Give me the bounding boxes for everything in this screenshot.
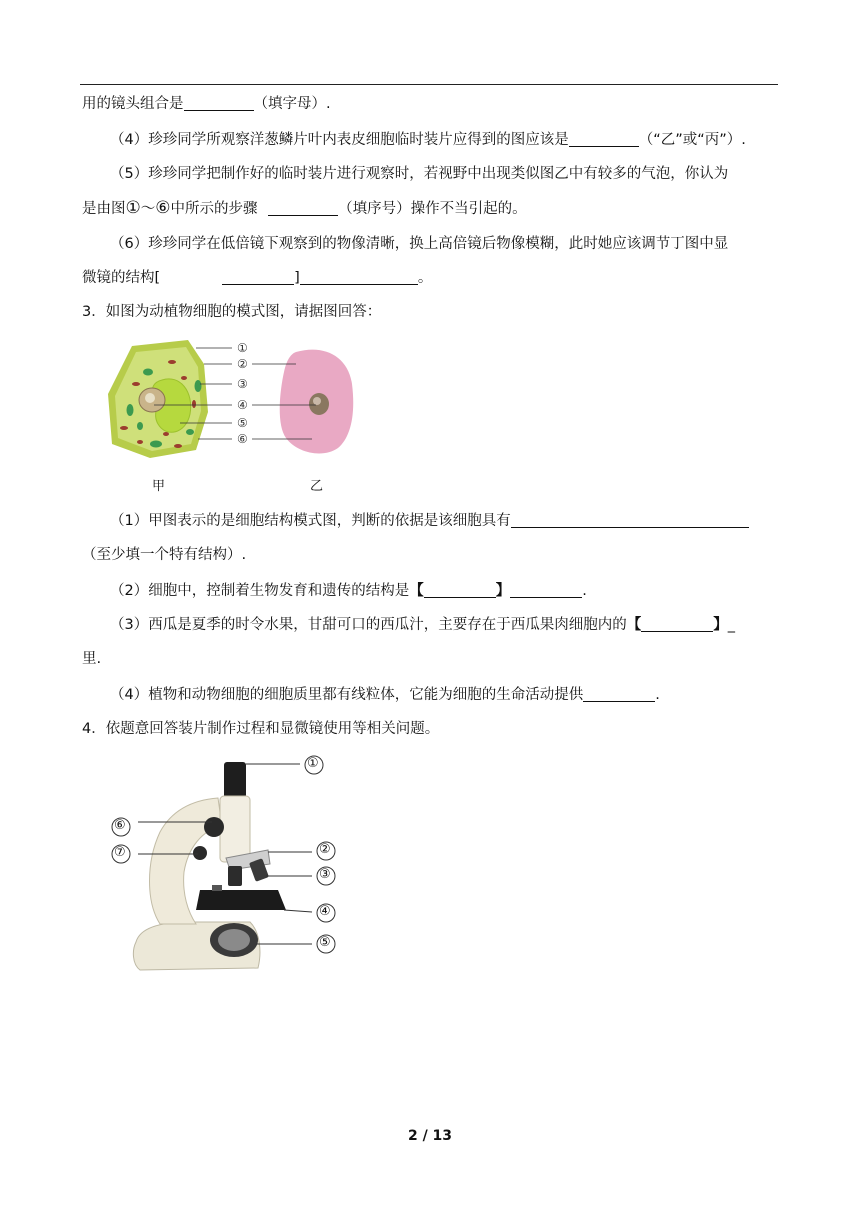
body-tube: [220, 796, 250, 862]
text: （2）细胞中，控制着生物发育和遗传的结构是: [110, 583, 410, 599]
text: 是由图: [82, 201, 126, 217]
bracket: 】: [713, 617, 728, 633]
text: 中所示的步骤: [170, 201, 263, 217]
text: （“乙”或“丙”）.: [638, 132, 746, 148]
text: 。: [417, 270, 433, 286]
fine-adjustment: [193, 846, 207, 860]
text: ]: [294, 270, 300, 286]
answer-blank[interactable]: [511, 512, 749, 528]
text: （3）西瓜是夏季的时令水果，甘甜可口的西瓜汁，主要存在于西瓜果肉细胞内的: [110, 617, 627, 633]
answer-blank[interactable]: [184, 95, 254, 111]
q4-stem: 4．依题意回答装片制作过程和显微镜使用等相关问题。: [82, 721, 440, 737]
text: （填序号）操作不当引起的。: [338, 201, 527, 217]
mic-label-3: ③: [319, 867, 331, 882]
answer-blank[interactable]: [424, 582, 496, 598]
answer-blank[interactable]: [569, 131, 639, 147]
answer-blank[interactable]: [510, 582, 582, 598]
label-2: ②: [237, 357, 248, 371]
label-6: ⑥: [237, 432, 248, 446]
text: _: [727, 617, 735, 633]
bracket: 】: [495, 583, 511, 599]
mic-label-1: ①: [307, 756, 319, 771]
q3-sub4: [110, 685, 660, 705]
bracket: 【: [409, 583, 424, 599]
page-number: 2 / 13: [407, 1128, 453, 1144]
answer-blank[interactable]: [222, 269, 294, 285]
text: 微镜的结构[: [82, 270, 161, 286]
answer-blank[interactable]: [268, 200, 338, 216]
mic-label-4: ④: [319, 904, 331, 919]
text: （4）植物和动物细胞的细胞质里都有线粒体，它能为细胞的生命活动提供: [110, 687, 584, 703]
mic-label-5: ⑤: [319, 935, 331, 950]
circled-number: ⑥: [155, 198, 171, 218]
text: .: [582, 583, 587, 599]
circled-number: ①: [125, 198, 141, 218]
text: （4）珍珍同学所观察洋葱鳞片叶内表皮细胞临时装片应得到的图应该是: [110, 132, 569, 148]
q2-sub4: [110, 130, 746, 150]
label-1: ①: [237, 341, 248, 355]
objective-lens: [228, 866, 242, 886]
q2-sub6-line2: [82, 268, 432, 288]
text: （填字母）.: [253, 96, 331, 112]
caption-yi: 乙: [310, 479, 324, 494]
mic-label-2: ②: [319, 842, 331, 857]
q2-sub6-line1: （6）珍珍同学在低倍镜下观察到的物像清晰，换上高倍镜后物像模糊，此时她应该调节丁图中显: [110, 236, 729, 252]
caption-jia: 甲: [152, 479, 166, 494]
q3-stem: 3．如图为动植物细胞的模式图，请据图回答：: [82, 304, 382, 320]
bracket: 【: [626, 617, 642, 633]
q3-sub3-line2: 里.: [82, 651, 102, 667]
text: （1）甲图表示的是细胞结构模式图，判断的依据是该细胞具有: [110, 513, 511, 529]
microscope-diagram: [100, 752, 350, 982]
eyepiece: [224, 762, 246, 798]
text: 用的镜头组合是: [82, 96, 184, 112]
header-rule: [80, 84, 778, 85]
text: .: [655, 687, 660, 703]
q2-sub5-line2: [82, 198, 527, 219]
answer-blank[interactable]: [641, 616, 713, 632]
label-5: ⑤: [237, 416, 248, 430]
q2-line-lens: [82, 94, 331, 114]
nucleolus: [145, 393, 155, 403]
answer-blank[interactable]: [300, 269, 418, 285]
mic-label-7: ⑦: [114, 845, 126, 860]
label-3: ③: [237, 377, 248, 391]
q3-sub3-line1: [110, 615, 735, 635]
q3-sub2: [110, 581, 587, 601]
cell-diagram: [100, 334, 370, 504]
q3-sub1-line2: （至少填一个特有结构）.: [82, 547, 247, 563]
stage: [196, 890, 286, 910]
label-4: ④: [237, 398, 248, 412]
coarse-adjustment: [204, 817, 224, 837]
text: ～: [140, 201, 156, 217]
q3-sub1-line1: [110, 511, 749, 531]
q2-sub5-line1: （5）珍珍同学把制作好的临时装片进行观察时，若视野中出现类似图乙中有较多的气泡，你认为: [110, 166, 729, 182]
answer-blank[interactable]: [583, 686, 655, 702]
mic-label-6: ⑥: [114, 818, 126, 833]
